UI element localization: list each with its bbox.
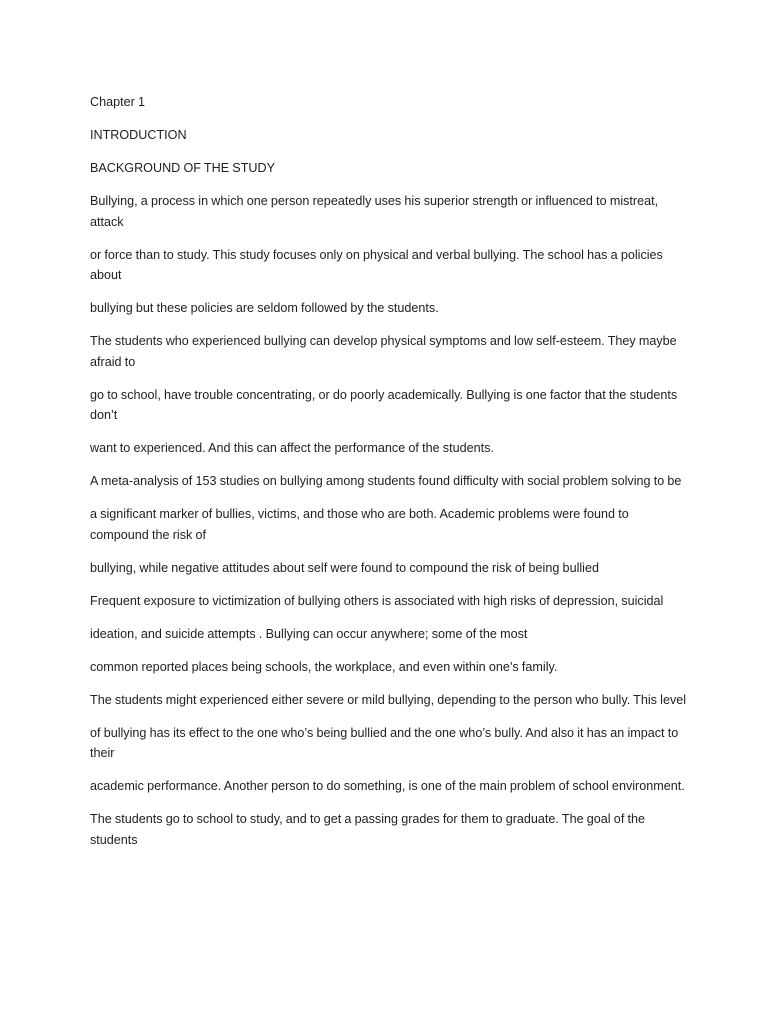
paragraph: bullying, while negative attitudes about self were found to compound the risk of being bullied [90,560,599,575]
paragraph: The students go to school to study, and to get a passing grades for them to graduate. The goal of the students [90,812,646,847]
paragraph: ideation, and suicide attempts . Bullying can occur anywhere; some of the most [90,626,528,641]
paragraph: a significant marker of bullies, victims, and those who are both. Academic problems were found to compound the risk of [90,507,629,542]
section-heading-introduction: INTRODUCTION [90,128,187,142]
paragraph: or force than to study. This study focuses only on physical and verbal bullying. The school has a policies about [90,247,663,282]
section-heading-background: BACKGROUND OF THE STUDY [90,161,275,175]
paragraph: bullying but these policies are seldom followed by the students. [90,301,439,315]
paragraph: Frequent exposure to victimization of bullying others is associated with high risks of depression, suicidal [90,593,664,608]
paragraph: The students who experienced bullying can develop physical symptoms and low self-esteem. They maybe afraid to [90,334,677,369]
paragraph: of bullying has its effect to the one who’s being bullied and the one who’s bully. And also it has an impact to their [90,725,679,760]
document-body [90,92,688,863]
paragraph: A meta-analysis of 153 studies on bullying among students found difficulty with social problem solving to be [90,474,682,488]
chapter-label: Chapter 1 [90,95,146,109]
paragraph: academic performance. Another person to do something, is one of the main problem of school environment. [90,779,685,793]
paragraph: go to school, have trouble concentrating, or do poorly academically. Bullying is one factor that the students don’t [90,387,678,422]
paragraph: want to experienced. And this can affect the performance of the students. [90,441,494,455]
paragraph: common reported places being schools, the workplace, and even within one’s family. [90,659,558,674]
paragraph: Bullying, a process in which one person repeatedly uses his superior strength or influenced to mistreat, attack [90,194,659,229]
paragraph: The students might experienced either severe or mild bullying, depending to the person who bully. This level [90,692,687,707]
